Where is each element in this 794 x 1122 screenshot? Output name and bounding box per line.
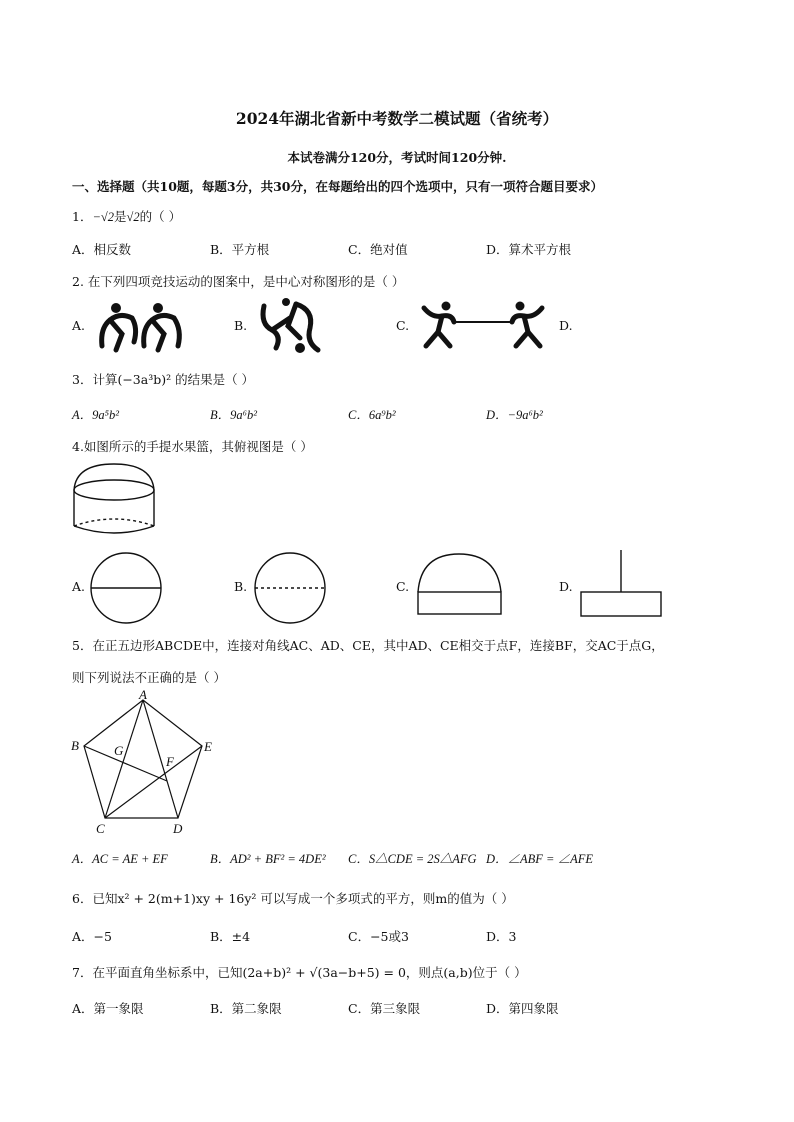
question-3: 3．计算(−3a³b)² 的结果是（ ） — [72, 372, 255, 387]
point-label-c: C — [96, 821, 105, 836]
judo-pictogram — [256, 296, 328, 356]
option-c-label[interactable]: C. — [396, 318, 410, 333]
math-expr: −√2 — [92, 210, 114, 224]
option-d-label[interactable]: D. — [559, 318, 573, 333]
option-d[interactable]: D．3 — [486, 929, 517, 944]
fruit-basket-figure — [70, 462, 160, 542]
option-d[interactable]: D．∠ABF = ∠AFE — [486, 852, 594, 866]
question-text: 是 — [114, 209, 127, 224]
question-4: 4.如图所示的手提水果篮，其俯视图是（ ） — [72, 439, 313, 454]
point-label-d: D — [173, 821, 183, 836]
option-c[interactable]: C．绝对值 — [348, 242, 408, 257]
top-view-option-a — [88, 550, 164, 626]
point-label-g: G — [114, 743, 124, 758]
point-label-a: A — [139, 687, 147, 702]
option-c-label[interactable]: C. — [396, 579, 410, 594]
question-5-line2: 则下列说法不正确的是（ ） — [72, 670, 226, 685]
option-d[interactable]: D．−9a⁶b² — [486, 408, 543, 422]
option-d[interactable]: D．第四象限 — [486, 1001, 559, 1016]
option-a[interactable]: A．第一象限 — [72, 1001, 144, 1016]
option-b-label[interactable]: B. — [234, 579, 248, 594]
option-c[interactable]: C．−5或3 — [348, 929, 409, 944]
math-expr: √2 — [126, 210, 140, 224]
option-a[interactable]: A．AC = AE + EF — [72, 852, 168, 866]
question-text: 的（ ） — [139, 209, 182, 224]
pentagon-figure — [66, 688, 226, 838]
option-b[interactable]: B．AD² + BF² = 4DE² — [210, 852, 326, 866]
option-b[interactable]: B．第二象限 — [210, 1001, 282, 1016]
question-number: 1． — [72, 209, 93, 224]
point-label-e: E — [204, 739, 212, 754]
question-7: 7．在平面直角坐标系中，已知(2a+b)² + √(3a−b+5) = 0，则点(a,b)位于（ ） — [72, 965, 527, 980]
option-b-label[interactable]: B. — [234, 318, 248, 333]
option-a-label[interactable]: A. — [72, 579, 86, 594]
question-2: 2. 在下列四项竞技运动的图案中，是中心对称图形的是（ ） — [72, 274, 405, 289]
question-5-line1: 5．在正五边形ABCDE中，连接对角线AC、AD、CE，其中AD、CE相交于点F，连接BF，交AC于点G， — [72, 638, 664, 653]
section-heading: 一、选择题（共10题，每题3分，共30分，在每题给出的四个选项中，只有一项符合题目要求） — [72, 179, 603, 194]
option-d[interactable]: D．算术平方根 — [486, 242, 572, 257]
wrestling-pictogram — [92, 298, 192, 356]
top-view-option-d — [578, 548, 664, 620]
fencing-pictogram — [418, 300, 548, 352]
option-b[interactable]: B．±4 — [210, 929, 251, 944]
question-1 — [72, 207, 181, 225]
option-a[interactable]: A．相反数 — [72, 242, 132, 257]
top-view-option-c — [415, 550, 505, 616]
page-title: 2024年湖北省新中考数学二模试题（省统考） — [235, 109, 559, 128]
option-a-label[interactable]: A. — [72, 318, 86, 333]
exam-info: 本试卷满分120分，考试时间120分钟. — [287, 150, 507, 165]
option-d-label[interactable]: D. — [559, 579, 573, 594]
option-c[interactable]: C．第三象限 — [348, 1001, 421, 1016]
option-c[interactable]: C．6a⁹b² — [348, 408, 396, 422]
point-label-f: F — [166, 754, 174, 769]
top-view-option-b — [252, 550, 328, 626]
option-c[interactable]: C．S△CDE = 2S△AFG — [348, 852, 477, 866]
option-a[interactable]: A．9a⁵b² — [72, 408, 119, 422]
option-b[interactable]: B．9a⁶b² — [210, 408, 257, 422]
question-6: 6．已知x² + 2(m+1)xy + 16y² 可以写成一个多项式的平方，则m的值为（ ） — [72, 891, 514, 906]
option-a[interactable]: A．−5 — [72, 929, 112, 944]
point-label-b: B — [71, 738, 79, 753]
option-b[interactable]: B．平方根 — [210, 242, 270, 257]
